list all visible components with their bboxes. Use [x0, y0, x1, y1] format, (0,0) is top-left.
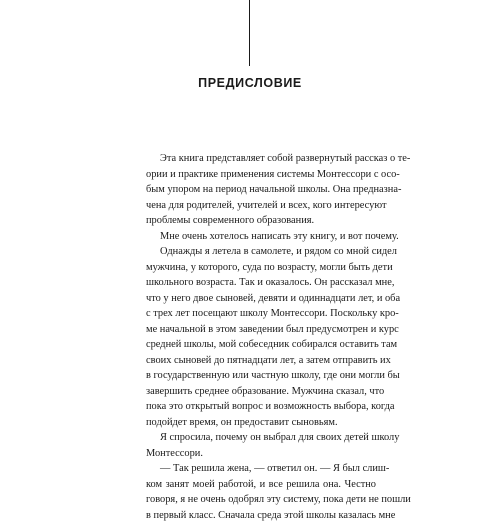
text-line: Монтессори. [146, 446, 376, 462]
vertical-rule [249, 0, 250, 66]
text-line: чена для родителей, учителей и всех, кого интересуют [146, 198, 376, 214]
text-line: завершить среднее образование. Мужчина сказал, что [146, 384, 376, 400]
paragraph [146, 430, 376, 461]
text-line: проблемы современного образования. [146, 213, 376, 229]
chapter-heading: ПРЕДИСЛОВИЕ [0, 76, 500, 90]
text-line: мужчина, у которого, суда по возрасту, могли быть дети [146, 260, 376, 276]
paragraph [146, 461, 376, 523]
text-line: Эта книга представляет собой развернутый рассказ о те- [146, 151, 376, 167]
text-line: своих сыновей до пятнадцати лет, а затем отправить их [146, 353, 376, 369]
text-line: бым упором на период начальной школы. Она предназна- [146, 182, 376, 198]
text-line: подойдет время, он предоставит сыновьям. [146, 415, 376, 431]
text-line: с трех лет посещают школу Монтессори. Поскольку кро- [146, 306, 376, 322]
text-line: говоря, я не очень одобрял эту систему, пока дети не пошли [146, 492, 376, 508]
text-line: в первый класс. Сначала среда этой школы казалась мне [146, 508, 376, 523]
paragraph [146, 151, 376, 229]
text-line: Я спросила, почему он выбрал для своих детей школу [146, 430, 376, 446]
paragraph [146, 229, 376, 245]
text-line: пока это открытый вопрос и возможность выбора, когда [146, 399, 376, 415]
text-line: что у него двое сыновей, девяти и одиннадцати лет, и оба [146, 291, 376, 307]
paragraph [146, 244, 376, 430]
body-text [146, 151, 376, 523]
text-line: в государственную или частную школу, где они могли бы [146, 368, 376, 384]
text-line: ме начальной в этом заведении был предусмотрен и курс [146, 322, 376, 338]
text-line: Мне очень хотелось написать эту книгу, и вот почему. [146, 229, 376, 245]
text-line: Однажды я летела в самолете, и рядом со мной сидел [146, 244, 376, 260]
text-line: ком занят моей работой, и все решила она. Честно [146, 477, 376, 493]
text-line: школьного возраста. Так и оказалось. Он рассказал мне, [146, 275, 376, 291]
text-line: — Так решила жена, — ответил он. — Я был слиш- [146, 461, 376, 477]
text-line: ории и практике применения системы Монтессори с осо- [146, 167, 376, 183]
text-line: средней школы, мой собеседник собирался оставить там [146, 337, 376, 353]
